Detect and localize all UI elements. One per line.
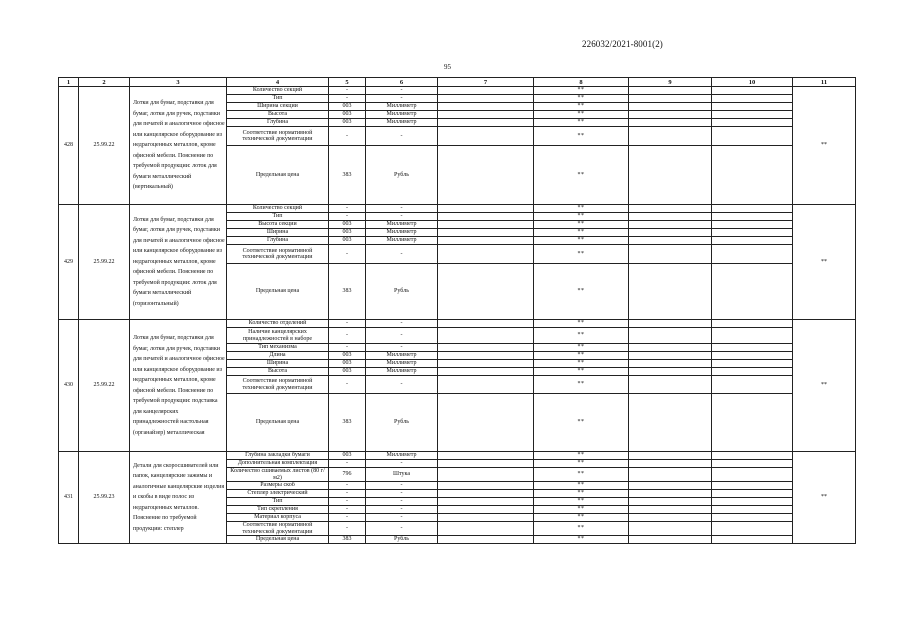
characteristic-value: ** [534, 229, 629, 237]
characteristic-value: ** [534, 320, 629, 328]
characteristic-value: ** [534, 360, 629, 368]
value-cell-left [438, 320, 534, 328]
characteristic-name: Количество отделений [227, 320, 329, 328]
unit-code: - [329, 245, 366, 264]
unit-code: 003 [329, 360, 366, 368]
column-header: 6 [366, 78, 438, 87]
value-cell-extra [712, 368, 793, 376]
column-header: 9 [629, 78, 712, 87]
unit-name: Миллиметр [366, 352, 438, 360]
value-cell-extra [712, 87, 793, 95]
unit-name: Миллиметр [366, 111, 438, 119]
characteristic-name: Дополнительная комплектация [227, 460, 329, 468]
characteristic-value: ** [534, 119, 629, 127]
value-cell-right [629, 95, 712, 103]
value-cell-right [629, 344, 712, 352]
value-cell-extra [712, 490, 793, 498]
unit-name: Миллиметр [366, 452, 438, 460]
characteristic-name: Тип механизма [227, 344, 329, 352]
document-id: 226032/2021-8001(2) [582, 39, 663, 49]
product-name: Детали для скоросшивателей или папок, канцелярские зажимы и аналогичные канцелярские изделия и скобы в виде полос из недрагоценных металлов. Пояснение по требуемой продукции: степлер [130, 452, 227, 544]
unit-code: - [329, 376, 366, 394]
value-cell-extra [712, 506, 793, 514]
column-header: 11 [793, 78, 856, 87]
value-cell-left [438, 506, 534, 514]
characteristic-value: ** [534, 245, 629, 264]
unit-code: - [329, 328, 366, 344]
table-row [59, 452, 856, 460]
value-cell-right [629, 452, 712, 460]
value-cell-extra [712, 514, 793, 522]
characteristic-value: ** [534, 264, 629, 320]
value-cell-extra [712, 482, 793, 490]
value-cell-left [438, 95, 534, 103]
value-cell-right [629, 87, 712, 95]
value-cell-right [629, 506, 712, 514]
characteristic-value: ** [534, 146, 629, 205]
value-cell-left [438, 360, 534, 368]
entry-number: 429 [59, 205, 79, 320]
product-name: Лотки для бумаг, подставки для бумаг, лотки для ручек, подставки для печатей и аналогичное офисное или канцелярское оборудование из недрагоценных металлов, кроме офисной мебели. Пояснение по требуемой продукции: лоток для бумаги металлический (горизонтальный) [130, 205, 227, 320]
unit-code: 796 [329, 468, 366, 482]
unit-code: - [329, 95, 366, 103]
value-cell-right [629, 111, 712, 119]
entry-note: ** [793, 87, 856, 205]
unit-code: 003 [329, 368, 366, 376]
value-cell-right [629, 352, 712, 360]
unit-code: - [329, 506, 366, 514]
value-cell-left [438, 111, 534, 119]
entry-note: ** [793, 320, 856, 452]
value-cell-left [438, 482, 534, 490]
characteristic-value: ** [534, 111, 629, 119]
characteristic-value: ** [534, 205, 629, 213]
characteristic-value: ** [534, 376, 629, 394]
value-cell-right [629, 498, 712, 506]
unit-code: 383 [329, 536, 366, 544]
unit-name: Рубль [366, 394, 438, 452]
unit-name: - [366, 320, 438, 328]
unit-code: - [329, 127, 366, 146]
characteristic-name: Тип [227, 95, 329, 103]
characteristic-name: Количество сшиваемых листов (80 г/м2) [227, 468, 329, 482]
characteristic-name: Предельная цена [227, 536, 329, 544]
product-name: Лотки для бумаг, подставки для бумаг, лотки для ручек, подставки для печатей и аналогичное офисное или канцелярское оборудование из недрагоценных металлов, кроме офисной мебели. Пояснение по требуемой продукции: подставка для канцелярских принадлежностей настольная (органайзер) металлическая [130, 320, 227, 452]
value-cell-extra [712, 468, 793, 482]
value-cell-right [629, 146, 712, 205]
value-cell-left [438, 103, 534, 111]
column-header: 7 [438, 78, 534, 87]
characteristic-value: ** [534, 213, 629, 221]
value-cell-left [438, 394, 534, 452]
value-cell-extra [712, 119, 793, 127]
characteristic-name: Глубина закладки бумаги [227, 452, 329, 460]
value-cell-left [438, 119, 534, 127]
value-cell-extra [712, 127, 793, 146]
value-cell-extra [712, 360, 793, 368]
value-cell-left [438, 352, 534, 360]
characteristic-value: ** [534, 87, 629, 95]
value-cell-right [629, 221, 712, 229]
value-cell-right [629, 522, 712, 536]
characteristic-name: Предельная цена [227, 146, 329, 205]
unit-name: - [366, 328, 438, 344]
value-cell-left [438, 460, 534, 468]
value-cell-extra [712, 376, 793, 394]
table-row [59, 320, 856, 328]
unit-code: - [329, 320, 366, 328]
unit-code: - [329, 490, 366, 498]
value-cell-right [629, 460, 712, 468]
column-header: 2 [79, 78, 130, 87]
value-cell-extra [712, 103, 793, 111]
unit-code: - [329, 213, 366, 221]
unit-code: 383 [329, 394, 366, 452]
characteristic-name: Наличие канцелярских принадлежностей в наборе [227, 328, 329, 344]
characteristic-name: Количество секций [227, 205, 329, 213]
unit-name: Миллиметр [366, 221, 438, 229]
product-name: Лотки для бумаг, подставки для бумаг, лотки для ручек, подставки для печатей и аналогичное офисное или канцелярское оборудование из недрагоценных металлов, кроме офисной мебели. Пояснение по требуемой продукции: лоток для бумаги металлический (вертикальный) [130, 87, 227, 205]
value-cell-left [438, 127, 534, 146]
unit-name: - [366, 514, 438, 522]
characteristic-name: Материал корпуса [227, 514, 329, 522]
unit-code: 003 [329, 229, 366, 237]
column-header: 10 [712, 78, 793, 87]
value-cell-left [438, 536, 534, 544]
value-cell-left [438, 245, 534, 264]
value-cell-right [629, 490, 712, 498]
unit-code: - [329, 344, 366, 352]
value-cell-extra [712, 498, 793, 506]
value-cell-extra [712, 111, 793, 119]
value-cell-extra [712, 245, 793, 264]
unit-name: - [366, 95, 438, 103]
value-cell-right [629, 127, 712, 146]
value-cell-left [438, 237, 534, 245]
characteristic-name: Тип [227, 498, 329, 506]
unit-name: - [366, 522, 438, 536]
value-cell-left [438, 452, 534, 460]
characteristic-name: Ширина [227, 229, 329, 237]
value-cell-right [629, 264, 712, 320]
value-cell-extra [712, 146, 793, 205]
entry-number: 430 [59, 320, 79, 452]
entry-note: ** [793, 452, 856, 544]
value-cell-right [629, 514, 712, 522]
unit-name: - [366, 213, 438, 221]
value-cell-right [629, 360, 712, 368]
unit-code: 003 [329, 237, 366, 245]
okpd-code: 25.99.22 [79, 320, 130, 452]
table-row [59, 205, 856, 213]
characteristic-value: ** [534, 352, 629, 360]
value-cell-left [438, 514, 534, 522]
value-cell-extra [712, 221, 793, 229]
value-cell-right [629, 213, 712, 221]
column-header: 3 [130, 78, 227, 87]
value-cell-right [629, 103, 712, 111]
characteristic-name: Тип скрепления [227, 506, 329, 514]
value-cell-right [629, 482, 712, 490]
characteristic-name: Соответствие нормативной технической документации [227, 522, 329, 536]
value-cell-right [629, 320, 712, 328]
unit-name: - [366, 127, 438, 146]
value-cell-extra [712, 452, 793, 460]
unit-name: - [366, 482, 438, 490]
unit-name: - [366, 490, 438, 498]
characteristic-value: ** [534, 506, 629, 514]
value-cell-extra [712, 328, 793, 344]
characteristic-name: Количество секций [227, 87, 329, 95]
okpd-code: 25.99.23 [79, 452, 130, 544]
value-cell-left [438, 213, 534, 221]
entry-number: 431 [59, 452, 79, 544]
page-number: 95 [444, 63, 451, 71]
unit-name: - [366, 376, 438, 394]
column-header: 4 [227, 78, 329, 87]
unit-code: 003 [329, 352, 366, 360]
value-cell-extra [712, 205, 793, 213]
value-cell-left [438, 522, 534, 536]
value-cell-extra [712, 264, 793, 320]
unit-code: - [329, 205, 366, 213]
characteristic-value: ** [534, 452, 629, 460]
characteristic-value: ** [534, 127, 629, 146]
value-cell-left [438, 146, 534, 205]
value-cell-extra [712, 237, 793, 245]
characteristic-value: ** [534, 344, 629, 352]
unit-code: - [329, 514, 366, 522]
unit-name: Миллиметр [366, 368, 438, 376]
unit-code: 003 [329, 103, 366, 111]
unit-name: Рубль [366, 536, 438, 544]
unit-code: - [329, 522, 366, 536]
column-header: 5 [329, 78, 366, 87]
value-cell-left [438, 229, 534, 237]
value-cell-left [438, 328, 534, 344]
entry-note: ** [793, 205, 856, 320]
value-cell-extra [712, 352, 793, 360]
value-cell-left [438, 221, 534, 229]
unit-name: - [366, 87, 438, 95]
table-body [59, 87, 856, 544]
value-cell-left [438, 264, 534, 320]
value-cell-left [438, 344, 534, 352]
characteristic-name: Высота [227, 368, 329, 376]
value-cell-left [438, 498, 534, 506]
value-cell-right [629, 468, 712, 482]
value-cell-right [629, 245, 712, 264]
unit-name: - [366, 245, 438, 264]
characteristic-value: ** [534, 221, 629, 229]
value-cell-right [629, 328, 712, 344]
unit-name: - [366, 460, 438, 468]
characteristic-name: Высота [227, 111, 329, 119]
value-cell-left [438, 87, 534, 95]
value-cell-left [438, 468, 534, 482]
unit-name: Миллиметр [366, 360, 438, 368]
value-cell-right [629, 368, 712, 376]
value-cell-left [438, 490, 534, 498]
okpd-code: 25.99.22 [79, 87, 130, 205]
unit-code: - [329, 460, 366, 468]
value-cell-right [629, 376, 712, 394]
characteristic-name: Размеры скоб [227, 482, 329, 490]
okpd-code: 25.99.22 [79, 205, 130, 320]
characteristic-value: ** [534, 237, 629, 245]
unit-name: Рубль [366, 264, 438, 320]
unit-code: - [329, 498, 366, 506]
unit-name: Миллиметр [366, 103, 438, 111]
value-cell-extra [712, 229, 793, 237]
unit-code: 003 [329, 452, 366, 460]
characteristic-name: Длина [227, 352, 329, 360]
unit-name: - [366, 506, 438, 514]
unit-name: Рубль [366, 146, 438, 205]
characteristic-value: ** [534, 482, 629, 490]
characteristic-value: ** [534, 460, 629, 468]
value-cell-extra [712, 95, 793, 103]
value-cell-extra [712, 536, 793, 544]
unit-name: - [366, 498, 438, 506]
unit-name: Штука [366, 468, 438, 482]
characteristic-value: ** [534, 522, 629, 536]
characteristic-name: Ширина секции [227, 103, 329, 111]
characteristic-value: ** [534, 468, 629, 482]
value-cell-right [629, 229, 712, 237]
unit-code: - [329, 482, 366, 490]
unit-code: 383 [329, 264, 366, 320]
characteristic-value: ** [534, 103, 629, 111]
unit-name: - [366, 344, 438, 352]
unit-code: 383 [329, 146, 366, 205]
value-cell-extra [712, 213, 793, 221]
value-cell-right [629, 536, 712, 544]
characteristic-name: Глубина [227, 237, 329, 245]
characteristic-name: Тип [227, 213, 329, 221]
value-cell-extra [712, 394, 793, 452]
table-row [59, 87, 856, 95]
value-cell-left [438, 205, 534, 213]
characteristic-name: Высота секции [227, 221, 329, 229]
header-row [59, 78, 856, 87]
column-header: 1 [59, 78, 79, 87]
value-cell-right [629, 394, 712, 452]
column-header: 8 [534, 78, 629, 87]
characteristic-name: Предельная цена [227, 264, 329, 320]
characteristic-value: ** [534, 95, 629, 103]
characteristic-value: ** [534, 514, 629, 522]
characteristic-name: Степлер электрический [227, 490, 329, 498]
value-cell-extra [712, 320, 793, 328]
characteristic-name: Глубина [227, 119, 329, 127]
value-cell-left [438, 368, 534, 376]
value-cell-extra [712, 522, 793, 536]
characteristic-name: Соответствие нормативной технической документации [227, 245, 329, 264]
unit-name: Миллиметр [366, 119, 438, 127]
characteristic-name: Соответствие нормативной технической документации [227, 127, 329, 146]
value-cell-right [629, 237, 712, 245]
unit-code: 003 [329, 119, 366, 127]
characteristic-name: Соответствие нормативной технической документации [227, 376, 329, 394]
characteristic-value: ** [534, 328, 629, 344]
characteristic-name: Предельная цена [227, 394, 329, 452]
unit-name: Миллиметр [366, 229, 438, 237]
value-cell-left [438, 376, 534, 394]
characteristic-name: Ширина [227, 360, 329, 368]
characteristic-value: ** [534, 498, 629, 506]
unit-name: - [366, 205, 438, 213]
value-cell-extra [712, 460, 793, 468]
characteristic-value: ** [534, 490, 629, 498]
characteristic-value: ** [534, 536, 629, 544]
value-cell-right [629, 119, 712, 127]
value-cell-extra [712, 344, 793, 352]
unit-name: Миллиметр [366, 237, 438, 245]
value-cell-right [629, 205, 712, 213]
characteristic-value: ** [534, 394, 629, 452]
entry-number: 428 [59, 87, 79, 205]
unit-code: 003 [329, 221, 366, 229]
catalog-table [58, 77, 856, 544]
unit-code: 003 [329, 111, 366, 119]
characteristic-value: ** [534, 368, 629, 376]
unit-code: - [329, 87, 366, 95]
